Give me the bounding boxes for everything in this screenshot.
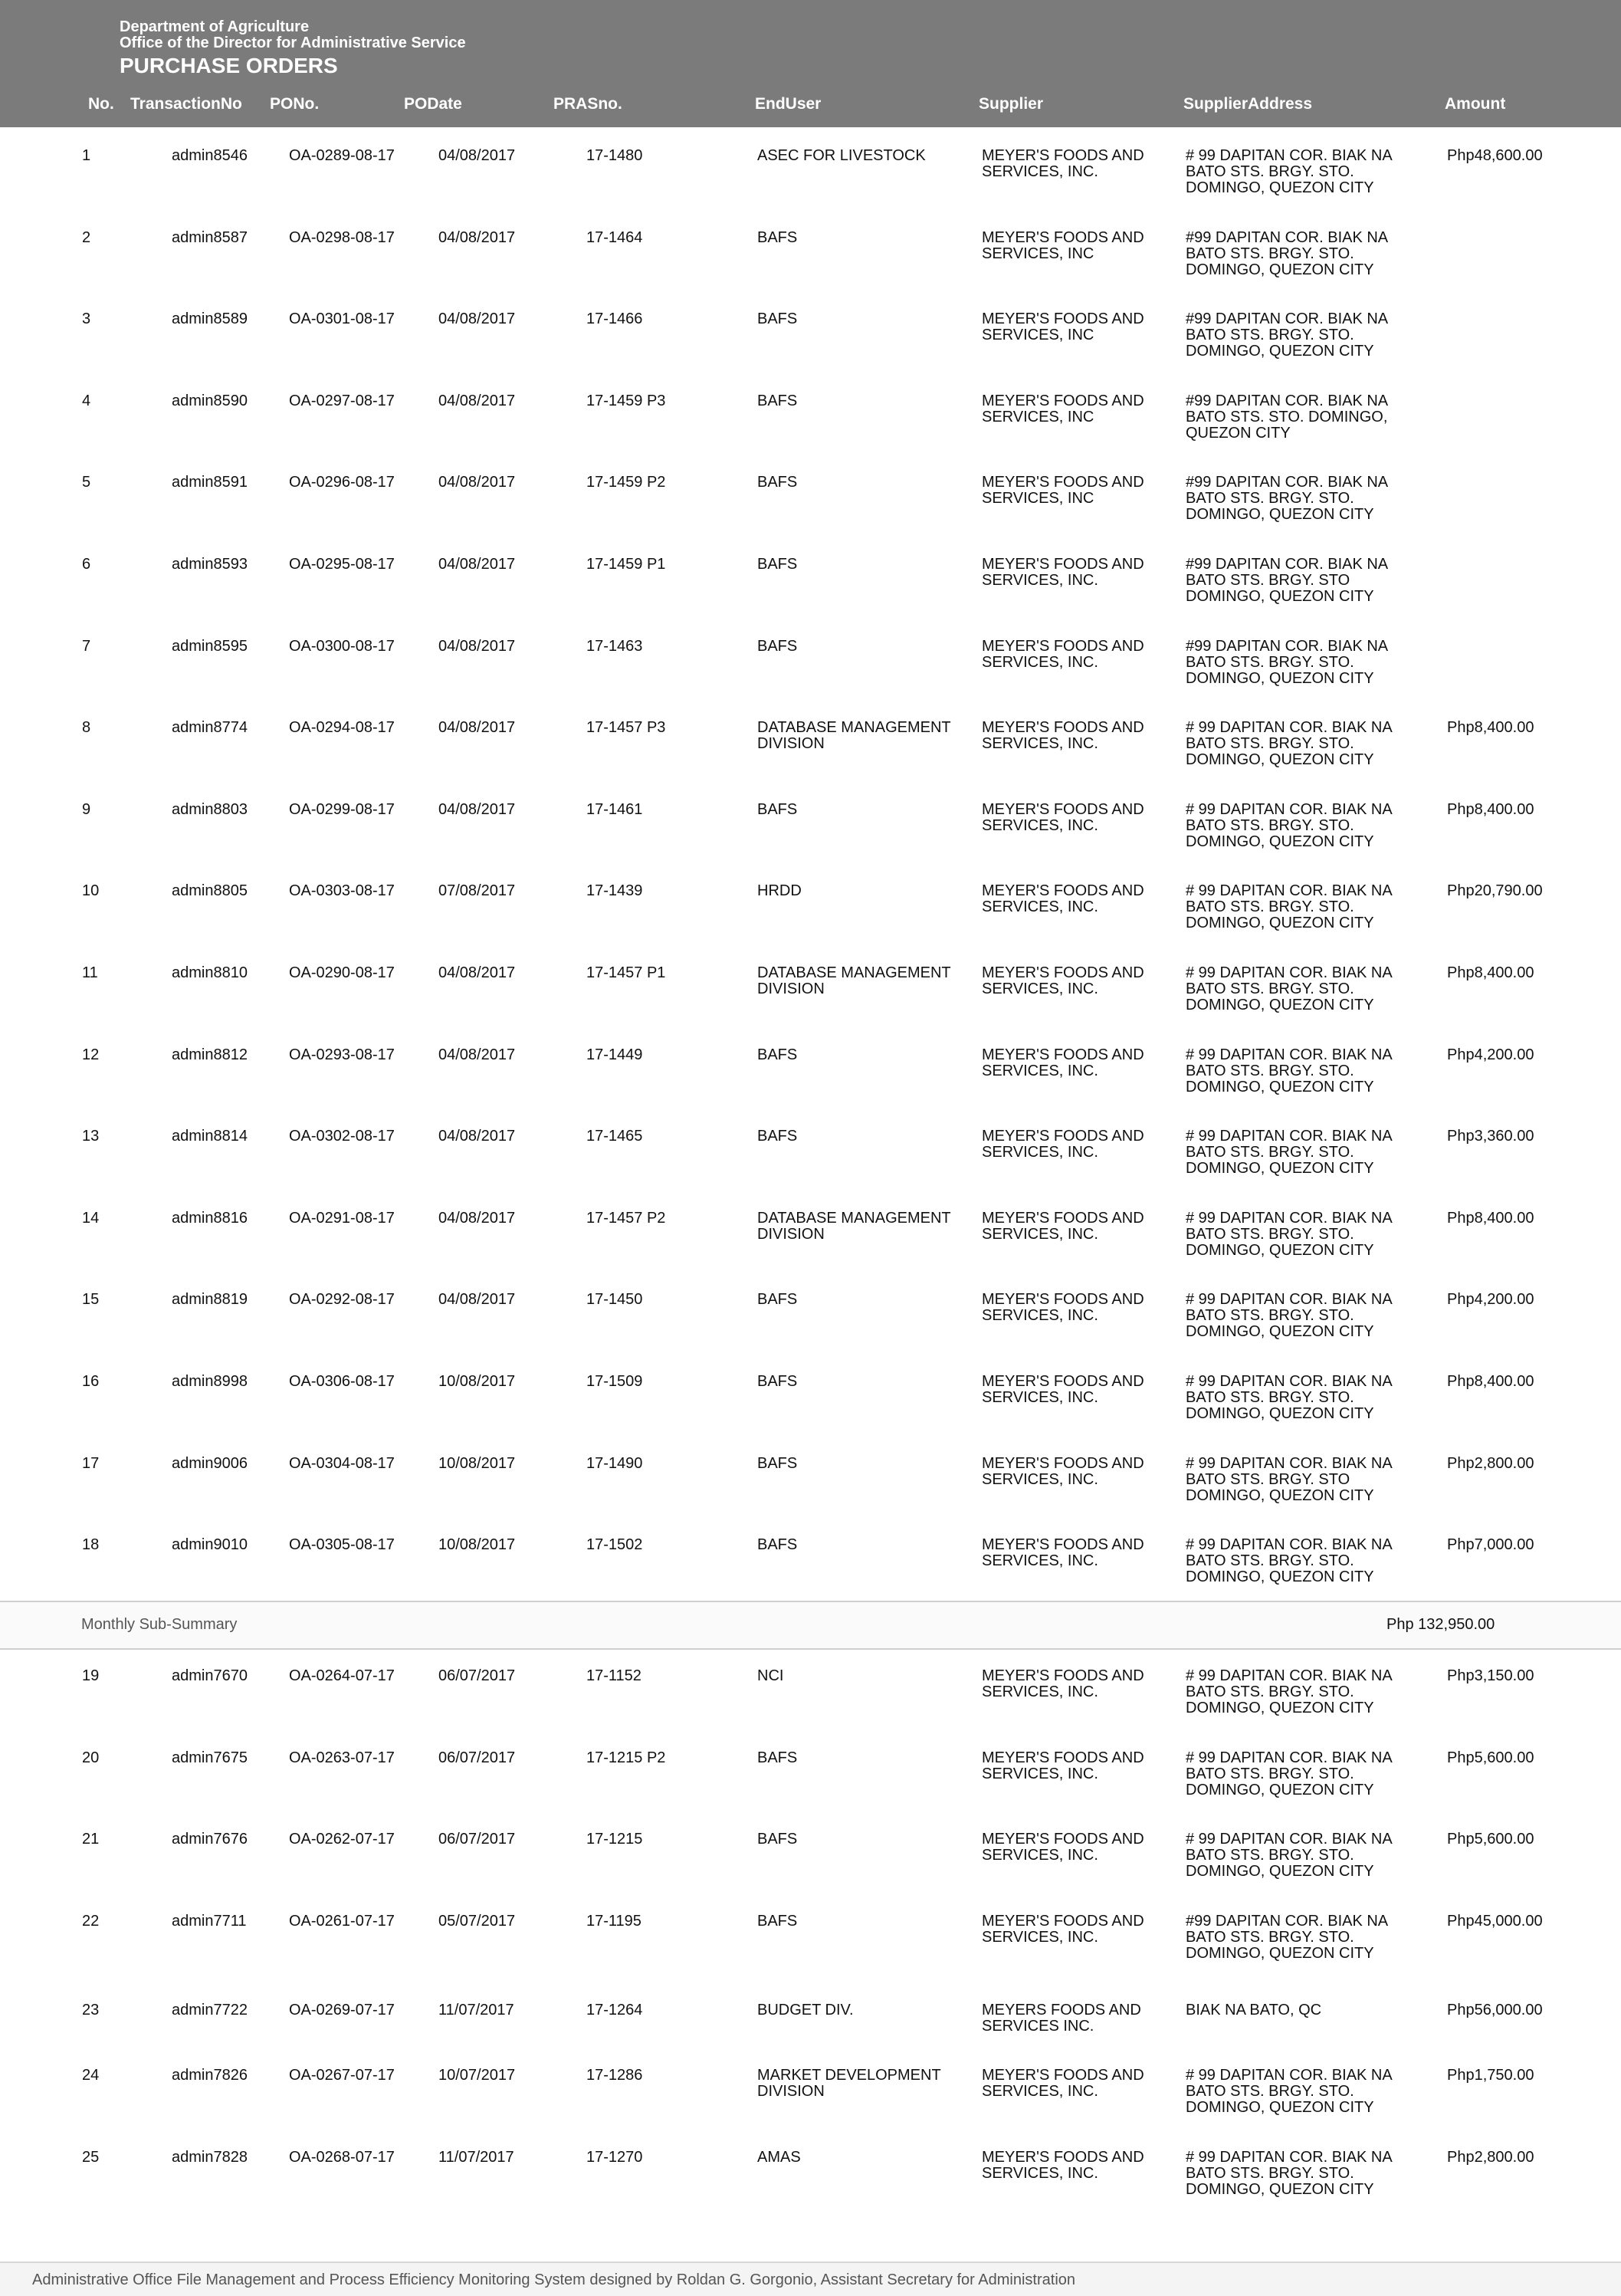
po-no-cell: OA-0306-08-17 (289, 1373, 395, 1390)
transaction-no-cell: admin8546 (172, 147, 248, 164)
pras-no-cell: 17-1264 (586, 2002, 643, 2018)
po-no-cell: OA-0297-08-17 (289, 393, 395, 409)
po-date-cell: 07/08/2017 (438, 882, 516, 899)
col-header-amount: Amount (1445, 95, 1506, 113)
row-number-cell: 5 (82, 474, 91, 491)
amount-cell: Php7,000.00 (1447, 1536, 1534, 1553)
row-number-cell: 2 (82, 229, 91, 246)
row-number-cell: 14 (82, 1210, 100, 1227)
supplier-address-cell: # 99 DAPITAN COR. BIAK NA BATO STS. BRGY. STO. DOMINGO, QUEZON CITY (1186, 1046, 1392, 1095)
transaction-no-cell: admin8819 (172, 1291, 248, 1308)
pras-no-cell: 17-1457 P3 (586, 719, 666, 736)
po-no-cell: OA-0303-08-17 (289, 882, 395, 899)
pras-no-cell: 17-1461 (586, 801, 643, 818)
transaction-no-cell: admin7711 (172, 1913, 247, 1930)
transaction-no-cell: admin9006 (172, 1455, 248, 1472)
supplier-cell: MEYER'S FOODS AND SERVICES, INC. (982, 882, 1144, 915)
row-number-cell: 12 (82, 1046, 100, 1063)
pras-no-cell: 17-1463 (586, 638, 643, 655)
transaction-no-cell: admin8595 (172, 638, 248, 655)
supplier-cell: MEYER'S FOODS AND SERVICES, INC. (982, 2149, 1144, 2182)
supplier-cell: MEYER'S FOODS AND SERVICES, INC (982, 393, 1144, 425)
amount-cell: Php4,200.00 (1447, 1291, 1534, 1308)
pras-no-cell: 17-1449 (586, 1046, 643, 1063)
po-no-cell: OA-0299-08-17 (289, 801, 395, 818)
row-number-cell: 23 (82, 2002, 100, 2018)
supplier-address-cell: #99 DAPITAN COR. BIAK NA BATO STS. BRGY. STO. DOMINGO, QUEZON CITY (1186, 310, 1388, 360)
supplier-cell: MEYER'S FOODS AND SERVICES, INC. (982, 147, 1144, 180)
po-no-cell: OA-0263-07-17 (289, 1749, 395, 1766)
supplier-address-cell: # 99 DAPITAN COR. BIAK NA BATO STS. BRGY. STO. DOMINGO, QUEZON CITY (1186, 2149, 1392, 2198)
supplier-cell: MEYER'S FOODS AND SERVICES, INC. (982, 2067, 1144, 2100)
po-no-cell: OA-0268-07-17 (289, 2149, 395, 2166)
pras-no-cell: 17-1466 (586, 310, 643, 327)
row-number-cell: 7 (82, 638, 91, 655)
end-user-cell: MARKET DEVELOPMENT DIVISION (757, 2067, 941, 2100)
transaction-no-cell: admin8593 (172, 556, 248, 573)
po-date-cell: 04/08/2017 (438, 719, 516, 736)
col-header-supplier: Supplier (979, 95, 1044, 113)
end-user-cell: BAFS (757, 1536, 798, 1553)
end-user-cell: BAFS (757, 474, 798, 491)
supplier-address-cell: #99 DAPITAN COR. BIAK NA BATO STS. BRGY. STO. DOMINGO, QUEZON CITY (1186, 229, 1388, 278)
transaction-no-cell: admin7722 (172, 2002, 248, 2018)
supplier-cell: MEYER'S FOODS AND SERVICES, INC. (982, 1128, 1144, 1161)
end-user-cell: DATABASE MANAGEMENT DIVISION (757, 964, 951, 997)
amount-cell: Php4,200.00 (1447, 1046, 1534, 1063)
transaction-no-cell: admin8803 (172, 801, 248, 818)
po-date-cell: 04/08/2017 (438, 147, 516, 164)
col-header-po-date: PODate (404, 95, 462, 113)
po-no-cell: OA-0304-08-17 (289, 1455, 395, 1472)
supplier-cell: MEYER'S FOODS AND SERVICES, INC. (982, 556, 1144, 589)
po-date-cell: 04/08/2017 (438, 229, 516, 246)
po-no-cell: OA-0301-08-17 (289, 310, 395, 327)
row-number-cell: 25 (82, 2149, 100, 2166)
row-number-cell: 20 (82, 1749, 100, 1766)
row-number-cell: 10 (82, 882, 100, 899)
po-date-cell: 04/08/2017 (438, 1291, 516, 1308)
po-no-cell: OA-0296-08-17 (289, 474, 395, 491)
po-no-cell: OA-0300-08-17 (289, 638, 395, 655)
amount-cell: Php5,600.00 (1447, 1831, 1534, 1848)
end-user-cell: BAFS (757, 1128, 798, 1145)
row-number-cell: 16 (82, 1373, 100, 1390)
amount-cell: Php20,790.00 (1447, 882, 1543, 899)
transaction-no-cell: admin7670 (172, 1667, 248, 1684)
subsummary-amount: Php 132,950.00 (1386, 1616, 1495, 1633)
supplier-address-cell: # 99 DAPITAN COR. BIAK NA BATO STS. BRGY. STO. DOMINGO, QUEZON CITY (1186, 1536, 1392, 1585)
po-date-cell: 04/08/2017 (438, 310, 516, 327)
supplier-cell: MEYER'S FOODS AND SERVICES, INC (982, 474, 1144, 507)
supplier-cell: MEYER'S FOODS AND SERVICES, INC. (982, 964, 1144, 997)
pras-no-cell: 17-1215 P2 (586, 1749, 666, 1766)
supplier-cell: MEYER'S FOODS AND SERVICES, INC. (982, 1749, 1144, 1782)
col-header-transaction-no: TransactionNo (130, 95, 242, 113)
end-user-cell: AMAS (757, 2149, 801, 2166)
po-date-cell: 11/07/2017 (438, 2149, 514, 2166)
supplier-address-cell: # 99 DAPITAN COR. BIAK NA BATO STS. BRGY. STO. DOMINGO, QUEZON CITY (1186, 1667, 1392, 1716)
supplier-cell: MEYER'S FOODS AND SERVICES, INC. (982, 1913, 1144, 1946)
footer (0, 2262, 1621, 2296)
transaction-no-cell: admin8998 (172, 1373, 248, 1390)
pras-no-cell: 17-1450 (586, 1291, 643, 1308)
transaction-no-cell: admin9010 (172, 1536, 248, 1553)
amount-cell: Php8,400.00 (1447, 1210, 1534, 1227)
row-number-cell: 9 (82, 801, 91, 818)
supplier-cell: MEYER'S FOODS AND SERVICES, INC. (982, 719, 1144, 752)
pras-no-cell: 17-1152 (586, 1667, 642, 1684)
row-number-cell: 18 (82, 1536, 100, 1553)
transaction-no-cell: admin8589 (172, 310, 248, 327)
po-date-cell: 04/08/2017 (438, 1210, 516, 1227)
end-user-cell: ASEC FOR LIVESTOCK (757, 147, 926, 164)
po-date-cell: 04/08/2017 (438, 638, 516, 655)
report-header (0, 0, 1621, 127)
end-user-cell: BAFS (757, 1373, 798, 1390)
row-number-cell: 3 (82, 310, 91, 327)
row-number-cell: 13 (82, 1128, 100, 1145)
col-header-pras-no: PRASno. (553, 95, 622, 113)
row-number-cell: 6 (82, 556, 91, 573)
row-number-cell: 11 (82, 964, 98, 981)
org-name: Department of Agriculture (120, 18, 310, 35)
po-date-cell: 06/07/2017 (438, 1831, 516, 1848)
po-date-cell: 10/08/2017 (438, 1536, 516, 1553)
supplier-cell: MEYER'S FOODS AND SERVICES, INC. (982, 638, 1144, 671)
po-date-cell: 10/08/2017 (438, 1373, 516, 1390)
pras-no-cell: 17-1502 (586, 1536, 643, 1553)
po-no-cell: OA-0291-08-17 (289, 1210, 395, 1227)
transaction-no-cell: admin8805 (172, 882, 248, 899)
pras-no-cell: 17-1215 (586, 1831, 643, 1848)
supplier-address-cell: # 99 DAPITAN COR. BIAK NA BATO STS. BRGY. STO. DOMINGO, QUEZON CITY (1186, 1749, 1392, 1798)
end-user-cell: BAFS (757, 556, 798, 573)
transaction-no-cell: admin8812 (172, 1046, 248, 1063)
pras-no-cell: 17-1457 P2 (586, 1210, 666, 1227)
pras-no-cell: 17-1286 (586, 2067, 643, 2084)
row-number-cell: 24 (82, 2067, 100, 2084)
supplier-address-cell: # 99 DAPITAN COR. BIAK NA BATO STS. BRGY. STO. DOMINGO, QUEZON CITY (1186, 1128, 1392, 1177)
end-user-cell: BAFS (757, 1046, 798, 1063)
supplier-address-cell: # 99 DAPITAN COR. BIAK NA BATO STS. BRGY. STO. DOMINGO, QUEZON CITY (1186, 882, 1392, 931)
amount-cell: Php48,600.00 (1447, 147, 1543, 164)
row-number-cell: 17 (82, 1455, 100, 1472)
po-date-cell: 04/08/2017 (438, 1046, 516, 1063)
amount-cell: Php1,750.00 (1447, 2067, 1534, 2084)
po-no-cell: OA-0290-08-17 (289, 964, 395, 981)
end-user-cell: BAFS (757, 1913, 798, 1930)
po-no-cell: OA-0298-08-17 (289, 229, 395, 246)
amount-cell: Php8,400.00 (1447, 719, 1534, 736)
transaction-no-cell: admin7826 (172, 2067, 248, 2084)
end-user-cell: BAFS (757, 1749, 798, 1766)
row-number-cell: 4 (82, 393, 91, 409)
po-date-cell: 10/08/2017 (438, 1455, 516, 1472)
end-user-cell: BUDGET DIV. (757, 2002, 854, 2018)
pras-no-cell: 17-1509 (586, 1373, 643, 1390)
supplier-address-cell: #99 DAPITAN COR. BIAK NA BATO STS. BRGY. STO. DOMINGO, QUEZON CITY (1186, 474, 1388, 523)
row-number-cell: 8 (82, 719, 91, 736)
transaction-no-cell: admin7675 (172, 1749, 248, 1766)
col-header-po-no: PONo. (270, 95, 320, 113)
footer-text: Administrative Office File Management and Process Efficiency Monitoring System designed by Roldan G. Gorgonio, Assistant Secretary for Administration (32, 2271, 1076, 2288)
po-no-cell: OA-0302-08-17 (289, 1128, 395, 1145)
transaction-no-cell: admin8774 (172, 719, 248, 736)
amount-cell: Php3,360.00 (1447, 1128, 1534, 1145)
amount-cell: Php56,000.00 (1447, 2002, 1543, 2018)
amount-cell: Php2,800.00 (1447, 2149, 1534, 2166)
end-user-cell: BAFS (757, 1455, 798, 1472)
end-user-cell: BAFS (757, 1291, 798, 1308)
supplier-address-cell: # 99 DAPITAN COR. BIAK NA BATO STS. BRGY. STO. DOMINGO, QUEZON CITY (1186, 147, 1392, 196)
po-no-cell: OA-0269-07-17 (289, 2002, 395, 2018)
supplier-cell: MEYER'S FOODS AND SERVICES, INC. (982, 1210, 1144, 1243)
amount-cell: Php45,000.00 (1447, 1913, 1543, 1930)
amount-cell: Php5,600.00 (1447, 1749, 1534, 1766)
po-date-cell: 06/07/2017 (438, 1749, 516, 1766)
end-user-cell: BAFS (757, 229, 798, 246)
pras-no-cell: 17-1457 P1 (586, 964, 666, 981)
supplier-cell: MEYER'S FOODS AND SERVICES, INC. (982, 1291, 1144, 1324)
po-date-cell: 04/08/2017 (438, 393, 516, 409)
supplier-address-cell: # 99 DAPITAN COR. BIAK NA BATO STS. BRGY. STO DOMINGO, QUEZON CITY (1186, 1455, 1392, 1504)
po-no-cell: OA-0262-07-17 (289, 1831, 395, 1848)
monthly-subsummary (0, 1601, 1621, 1650)
pras-no-cell: 17-1464 (586, 229, 643, 246)
po-no-cell: OA-0295-08-17 (289, 556, 395, 573)
supplier-address-cell: #99 DAPITAN COR. BIAK NA BATO STS. BRGY. STO. DOMINGO, QUEZON CITY (1186, 638, 1388, 687)
pras-no-cell: 17-1459 P2 (586, 474, 666, 491)
supplier-address-cell: # 99 DAPITAN COR. BIAK NA BATO STS. BRGY. STO. DOMINGO, QUEZON CITY (1186, 1291, 1392, 1340)
supplier-cell: MEYER'S FOODS AND SERVICES, INC. (982, 1667, 1144, 1700)
transaction-no-cell: admin8587 (172, 229, 248, 246)
supplier-address-cell: # 99 DAPITAN COR. BIAK NA BATO STS. BRGY. STO. DOMINGO, QUEZON CITY (1186, 1373, 1392, 1422)
page-title: PURCHASE ORDERS (120, 54, 338, 77)
po-no-cell: OA-0293-08-17 (289, 1046, 395, 1063)
supplier-address-cell: # 99 DAPITAN COR. BIAK NA BATO STS. BRGY. STO. DOMINGO, QUEZON CITY (1186, 2067, 1392, 2116)
transaction-no-cell: admin8810 (172, 964, 248, 981)
po-no-cell: OA-0267-07-17 (289, 2067, 395, 2084)
row-number-cell: 1 (82, 147, 91, 164)
pras-no-cell: 17-1490 (586, 1455, 643, 1472)
amount-cell: Php3,150.00 (1447, 1667, 1534, 1684)
supplier-address-cell: # 99 DAPITAN COR. BIAK NA BATO STS. BRGY. STO. DOMINGO, QUEZON CITY (1186, 719, 1392, 768)
col-header-no: No. (88, 95, 114, 113)
supplier-cell: MEYER'S FOODS AND SERVICES, INC. (982, 1536, 1144, 1569)
supplier-cell: MEYER'S FOODS AND SERVICES, INC. (982, 1373, 1144, 1406)
supplier-address-cell: # 99 DAPITAN COR. BIAK NA BATO STS. BRGY. STO. DOMINGO, QUEZON CITY (1186, 1210, 1392, 1259)
supplier-address-cell: BIAK NA BATO, QC (1186, 2002, 1322, 2018)
po-no-cell: OA-0289-08-17 (289, 147, 395, 164)
subsummary-label: Monthly Sub-Summary (81, 1616, 238, 1633)
po-date-cell: 04/08/2017 (438, 1128, 516, 1145)
supplier-cell: MEYER'S FOODS AND SERVICES, INC. (982, 801, 1144, 834)
transaction-no-cell: admin8590 (172, 393, 248, 409)
end-user-cell: BAFS (757, 638, 798, 655)
end-user-cell: DATABASE MANAGEMENT DIVISION (757, 719, 951, 752)
end-user-cell: BAFS (757, 801, 798, 818)
supplier-address-cell: #99 DAPITAN COR. BIAK NA BATO STS. STO. DOMINGO, QUEZON CITY (1186, 393, 1388, 442)
pras-no-cell: 17-1459 P1 (586, 556, 666, 573)
office-name: Office of the Director for Administrative Service (120, 34, 466, 51)
supplier-address-cell: #99 DAPITAN COR. BIAK NA BATO STS. BRGY. STO. DOMINGO, QUEZON CITY (1186, 1913, 1388, 1962)
col-header-end-user: EndUser (755, 95, 822, 113)
pras-no-cell: 17-1480 (586, 147, 643, 164)
end-user-cell: NCI (757, 1667, 784, 1684)
supplier-cell: MEYERS FOODS AND SERVICES INC. (982, 2002, 1141, 2035)
end-user-cell: HRDD (757, 882, 802, 899)
supplier-address-cell: # 99 DAPITAN COR. BIAK NA BATO STS. BRGY. STO. DOMINGO, QUEZON CITY (1186, 1831, 1392, 1880)
row-number-cell: 22 (82, 1913, 100, 1930)
col-header-supplier-address: SupplierAddress (1183, 95, 1313, 113)
supplier-cell: MEYER'S FOODS AND SERVICES, INC (982, 310, 1144, 343)
pras-no-cell: 17-1270 (586, 2149, 643, 2166)
end-user-cell: DATABASE MANAGEMENT DIVISION (757, 1210, 951, 1243)
end-user-cell: BAFS (757, 310, 798, 327)
row-number-cell: 21 (82, 1831, 100, 1848)
transaction-no-cell: admin7828 (172, 2149, 248, 2166)
transaction-no-cell: admin8591 (172, 474, 248, 491)
po-date-cell: 10/07/2017 (438, 2067, 516, 2084)
po-date-cell: 11/07/2017 (438, 2002, 514, 2018)
po-date-cell: 06/07/2017 (438, 1667, 516, 1684)
transaction-no-cell: admin8814 (172, 1128, 248, 1145)
row-number-cell: 19 (82, 1667, 100, 1684)
end-user-cell: BAFS (757, 1831, 798, 1848)
po-date-cell: 04/08/2017 (438, 556, 516, 573)
pras-no-cell: 17-1439 (586, 882, 643, 899)
pras-no-cell: 17-1465 (586, 1128, 643, 1145)
po-no-cell: OA-0264-07-17 (289, 1667, 395, 1684)
amount-cell: Php2,800.00 (1447, 1455, 1534, 1472)
po-date-cell: 04/08/2017 (438, 801, 516, 818)
po-date-cell: 04/08/2017 (438, 474, 516, 491)
supplier-cell: MEYER'S FOODS AND SERVICES, INC. (982, 1831, 1144, 1864)
po-date-cell: 04/08/2017 (438, 964, 516, 981)
transaction-no-cell: admin7676 (172, 1831, 248, 1848)
supplier-cell: MEYER'S FOODS AND SERVICES, INC (982, 229, 1144, 262)
po-no-cell: OA-0294-08-17 (289, 719, 395, 736)
po-no-cell: OA-0292-08-17 (289, 1291, 395, 1308)
transaction-no-cell: admin8816 (172, 1210, 248, 1227)
supplier-cell: MEYER'S FOODS AND SERVICES, INC. (982, 1455, 1144, 1488)
row-number-cell: 15 (82, 1291, 100, 1308)
supplier-address-cell: #99 DAPITAN COR. BIAK NA BATO STS. BRGY. STO DOMINGO, QUEZON CITY (1186, 556, 1388, 605)
amount-cell: Php8,400.00 (1447, 964, 1534, 981)
po-no-cell: OA-0305-08-17 (289, 1536, 395, 1553)
po-date-cell: 05/07/2017 (438, 1913, 516, 1930)
supplier-cell: MEYER'S FOODS AND SERVICES, INC. (982, 1046, 1144, 1079)
supplier-address-cell: # 99 DAPITAN COR. BIAK NA BATO STS. BRGY. STO. DOMINGO, QUEZON CITY (1186, 964, 1392, 1013)
po-no-cell: OA-0261-07-17 (289, 1913, 395, 1930)
end-user-cell: BAFS (757, 393, 798, 409)
amount-cell: Php8,400.00 (1447, 1373, 1534, 1390)
amount-cell: Php8,400.00 (1447, 801, 1534, 818)
supplier-address-cell: # 99 DAPITAN COR. BIAK NA BATO STS. BRGY. STO. DOMINGO, QUEZON CITY (1186, 801, 1392, 850)
pras-no-cell: 17-1459 P3 (586, 393, 666, 409)
pras-no-cell: 17-1195 (586, 1913, 642, 1930)
